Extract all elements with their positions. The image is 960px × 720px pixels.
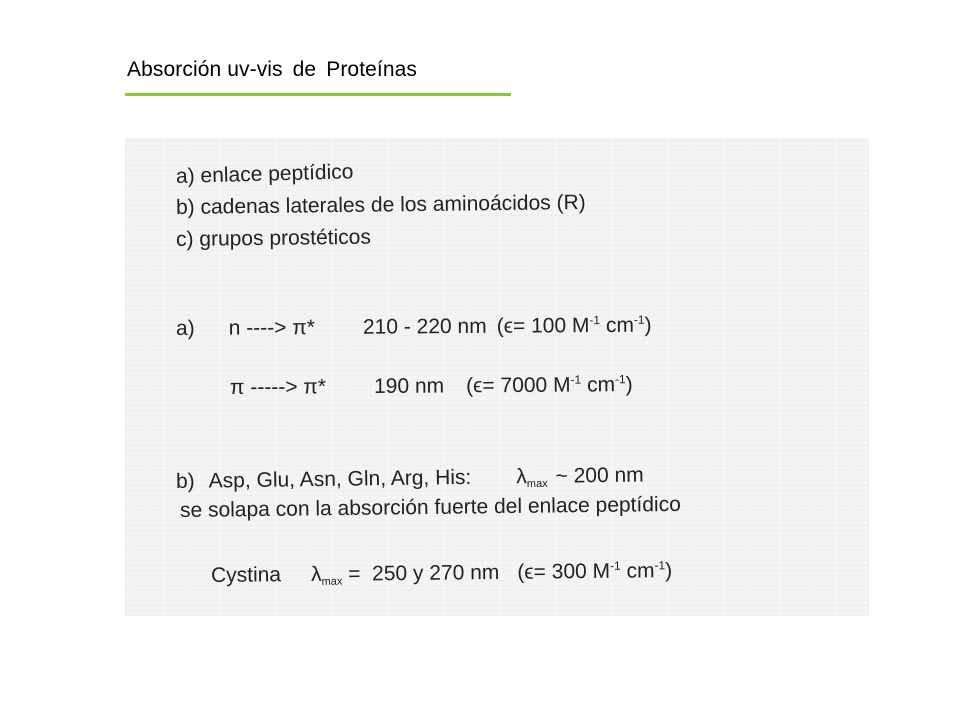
residue-list: Asp, Glu, Asn, Gln, Arg, His: [208, 465, 472, 493]
transition-n-pi-row [175, 312, 652, 340]
section-b-label: b) [175, 469, 195, 493]
transition-pi-pi-epsilon: (ϵ= 7000 $M^{-1}$ $cm^{-1}$) [466, 372, 633, 398]
side-chain-row [176, 464, 644, 492]
transition-pi-pi-value: 190 nm [373, 374, 445, 398]
list-item-b: b) cadenas laterales de los aminoácidos (R) [175, 190, 586, 219]
cystina-lambda-max: $\lambda_{max}$ [310, 562, 343, 588]
transition-pi-pi: π -----> π* [229, 375, 327, 399]
transition-pi-pi-row [230, 374, 633, 398]
cystina-row [211, 560, 672, 586]
scanned-page [125, 138, 869, 616]
page-title [127, 58, 417, 82]
title-part-2: de [292, 58, 317, 81]
title-part-3: Proteínas [326, 58, 418, 81]
title-part-1: Absorción uv-vis [127, 58, 283, 81]
cystina-values: = 250 y 270 nm [342, 560, 500, 586]
lambda-max: $\lambda_{max}$ [516, 465, 548, 491]
overlap-note: se solapa con la absorción fuerte del enlace peptídico [179, 492, 681, 522]
title-underline [125, 93, 511, 96]
list-item-a: a) enlace peptídico [175, 160, 354, 188]
list-item-c: c) grupos prostéticos [175, 225, 372, 251]
transition-n-pi: n ----> π* [228, 316, 316, 340]
lambda-max-value: ~ 200 nm [555, 463, 644, 488]
transition-n-pi-epsilon: (ϵ= 100 $M^{-1}$ $cm^{-1}$) [496, 312, 652, 338]
cystina-label: Cystina [210, 563, 282, 587]
cystina-epsilon: (ϵ= 300 $M^{-1}$ $cm^{-1}$) [517, 558, 673, 584]
section-a-label: a) [175, 316, 195, 340]
transition-n-pi-range: 210 - 220 nm [362, 314, 487, 339]
